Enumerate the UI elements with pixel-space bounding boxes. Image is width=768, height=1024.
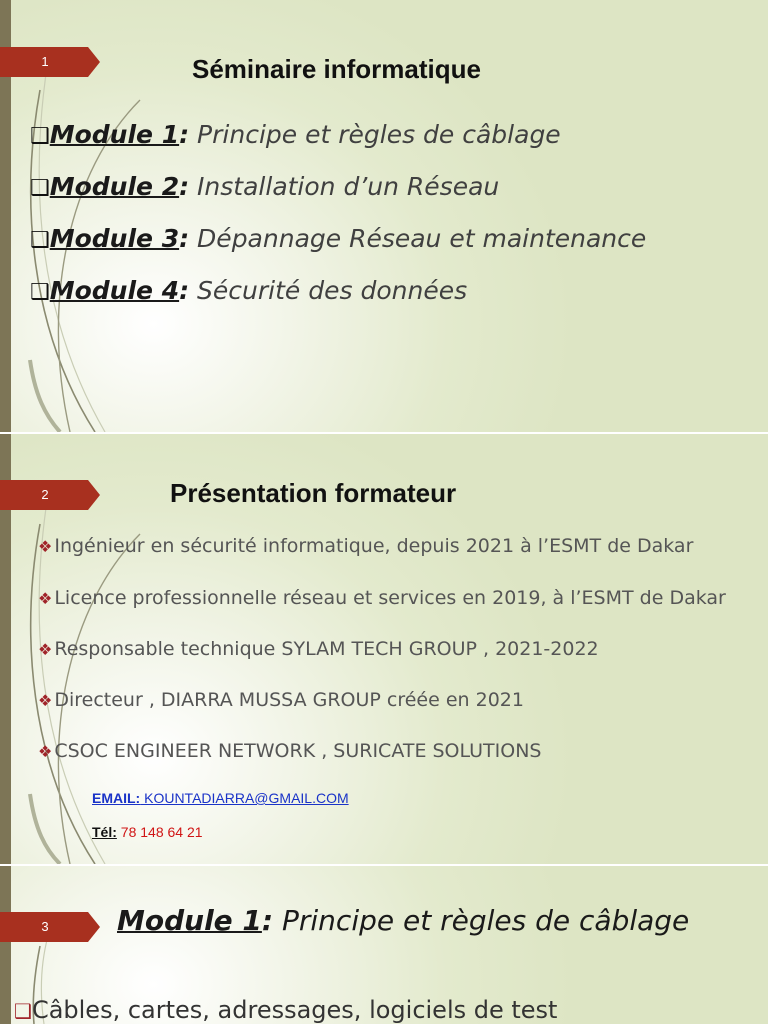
slide-title: Présentation formateur [170,478,457,508]
module-colon: : [261,904,274,937]
list-item-text: CSOC ENGINEER NETWORK , SURICATE SOLUTIONS [54,740,542,762]
slide-1 [0,0,768,432]
checkbox-bullet-icon: ❑ [30,228,50,253]
module-text: Installation d’un Réseau [189,172,500,201]
slide-number: 2 [41,487,49,502]
list-item [38,689,524,711]
list-item [38,740,542,762]
module-colon: : [179,276,190,305]
module-text: Principe et règles de câblage [189,120,561,149]
list-item [38,587,726,609]
module-label: Module 1 [117,904,262,937]
slide-number-tab [0,480,100,510]
phone-value: 78 148 64 21 [116,824,203,840]
module-colon: : [179,120,190,149]
diamond-bullet-icon: ❖ [38,537,53,556]
checkbox-bullet-icon: ❑ [30,176,50,201]
module-item-2 [30,172,499,201]
module-colon: : [179,224,190,253]
list-item-text: Ingénieur en sécurité informatique, depuis 2021 à l’ESMT de Dakar [54,535,694,557]
module-text: Dépannage Réseau et maintenance [189,224,647,253]
module-text: Principe et règles de câblage [273,904,690,937]
slide-number-tab [0,912,100,942]
module-colon: : [179,172,190,201]
list-item [14,996,557,1024]
module-label: Module 1 [49,120,180,149]
slide-number: 3 [41,919,49,934]
checkbox-bullet-icon: ❑ [30,124,50,149]
slide-number-tab [0,47,100,77]
slide-number: 1 [41,54,49,69]
checkbox-bullet-icon: ❑ [30,280,50,305]
checkbox-bullet-icon: ❑ [14,999,32,1023]
module-label: Module 2 [49,172,180,201]
module-label: Module 4 [49,276,180,305]
module-label: Module 3 [49,224,180,253]
phone-label: Tél: [92,824,117,840]
diamond-bullet-icon: ❖ [38,640,53,659]
slide-2 [0,434,768,864]
diamond-bullet-icon: ❖ [38,589,53,608]
email-contact [92,790,349,806]
diamond-bullet-icon: ❖ [38,691,53,710]
list-item [38,638,599,660]
slide-title: Séminaire informatique [192,54,481,84]
list-item-text: Directeur , DIARRA MUSSA GROUP créée en 2021 [54,689,524,711]
email-link[interactable]: KOUNTADIARRA@GMAIL.COM [140,790,349,806]
phone-contact [92,824,203,840]
module-item-1 [30,120,561,149]
module-item-3 [30,224,646,253]
email-label: EMAIL: [92,790,141,806]
list-item-text: Licence professionnelle réseau et services en 2019, à l’ESMT de Dakar [54,587,726,609]
list-item-text: Responsable technique SYLAM TECH GROUP , 2021-2022 [54,638,599,660]
list-item-text: Câbles, cartes, adressages, logiciels de test [31,996,558,1024]
module-text: Sécurité des données [189,276,468,305]
list-item [38,535,693,557]
module-item-4 [30,276,467,305]
slide-title [117,904,689,937]
diamond-bullet-icon: ❖ [38,742,53,761]
